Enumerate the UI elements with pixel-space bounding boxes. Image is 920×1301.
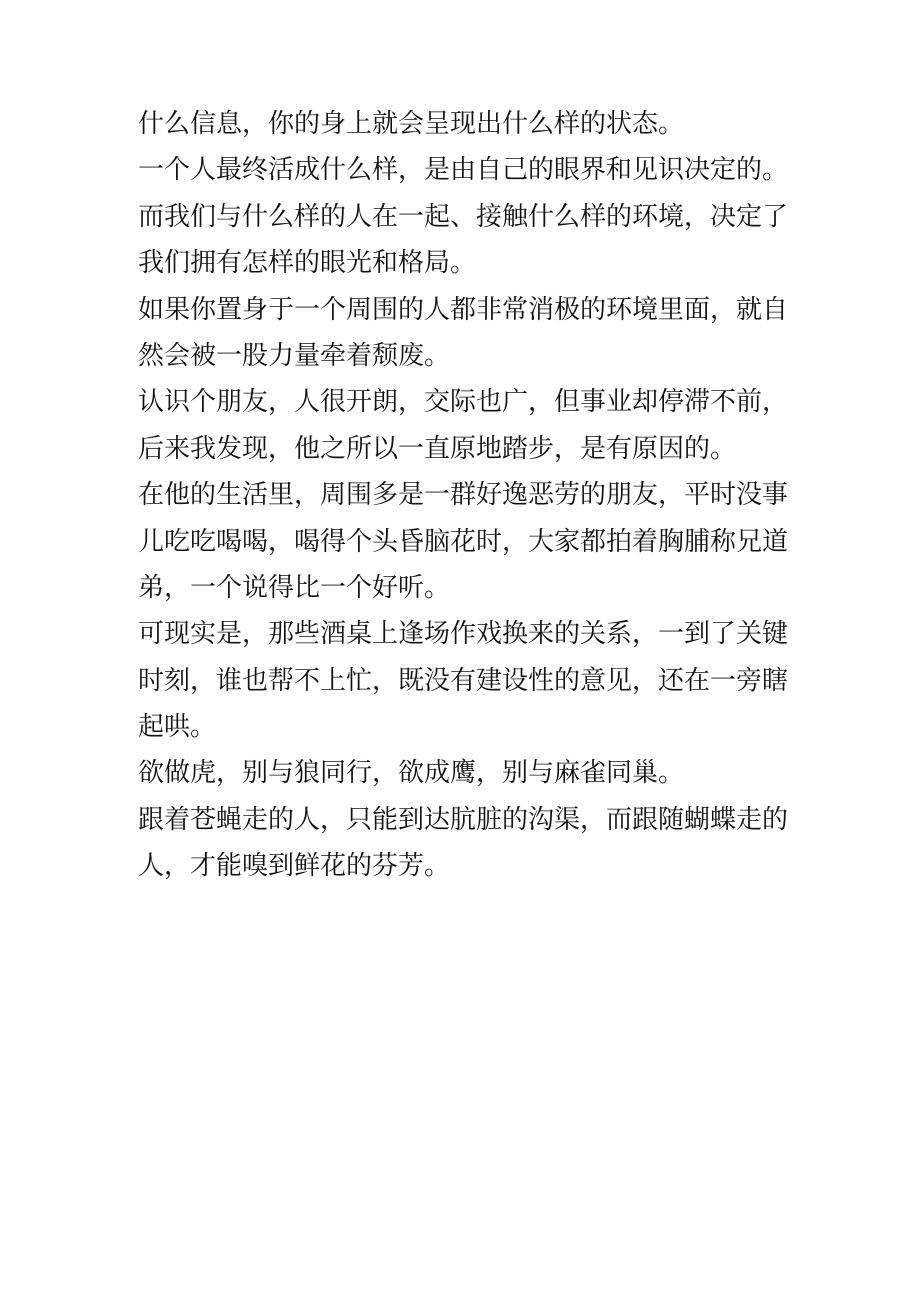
text-line: 时刻，谁也帮不上忙，既没有建设性的意见，还在一旁瞎 xyxy=(138,665,789,696)
text-line: 欲做虎，别与狼同行，欲成鹰，别与麻雀同巢。 xyxy=(138,758,685,789)
text-line: 儿吃吃喝喝，喝得个头昏脑花时，大家都拍着胸脯称兄道 xyxy=(138,526,789,557)
text-line: 然会被一股力量牵着颓废。 xyxy=(138,340,451,371)
text-line: 可现实是，那些酒桌上逢场作戏换来的关系，一到了关键 xyxy=(138,619,789,650)
text-line: 弟，一个说得比一个好听。 xyxy=(138,572,451,603)
text-line: 认识个朋友，人很开朗，交际也广，但事业却停滞不前， xyxy=(138,387,789,418)
text-line: 跟着苍蝇走的人，只能到达肮脏的沟渠，而跟随蝴蝶走的 xyxy=(138,804,789,835)
text-line: 如果你置身于一个周围的人都非常消极的环境里面，就自 xyxy=(138,294,789,325)
text-line: 而我们与什么样的人在一起、接触什么样的环境，决定了 xyxy=(138,201,789,232)
text-line: 后来我发现，他之所以一直原地踏步，是有原因的。 xyxy=(138,433,737,464)
document-body xyxy=(138,101,798,890)
text-line: 我们拥有怎样的眼光和格局。 xyxy=(138,248,477,279)
text-line: 什么信息，你的身上就会呈现出什么样的状态。 xyxy=(138,109,685,139)
text-line: 一个人最终活成什么样，是由自己的眼界和见识决定的。 xyxy=(138,155,789,186)
text-line: 在他的生活里，周围多是一群好逸恶劳的朋友，平时没事 xyxy=(138,480,789,511)
text-line: 人，才能嗅到鲜花的芬芳。 xyxy=(138,851,451,882)
text-line: 起哄。 xyxy=(138,712,217,743)
